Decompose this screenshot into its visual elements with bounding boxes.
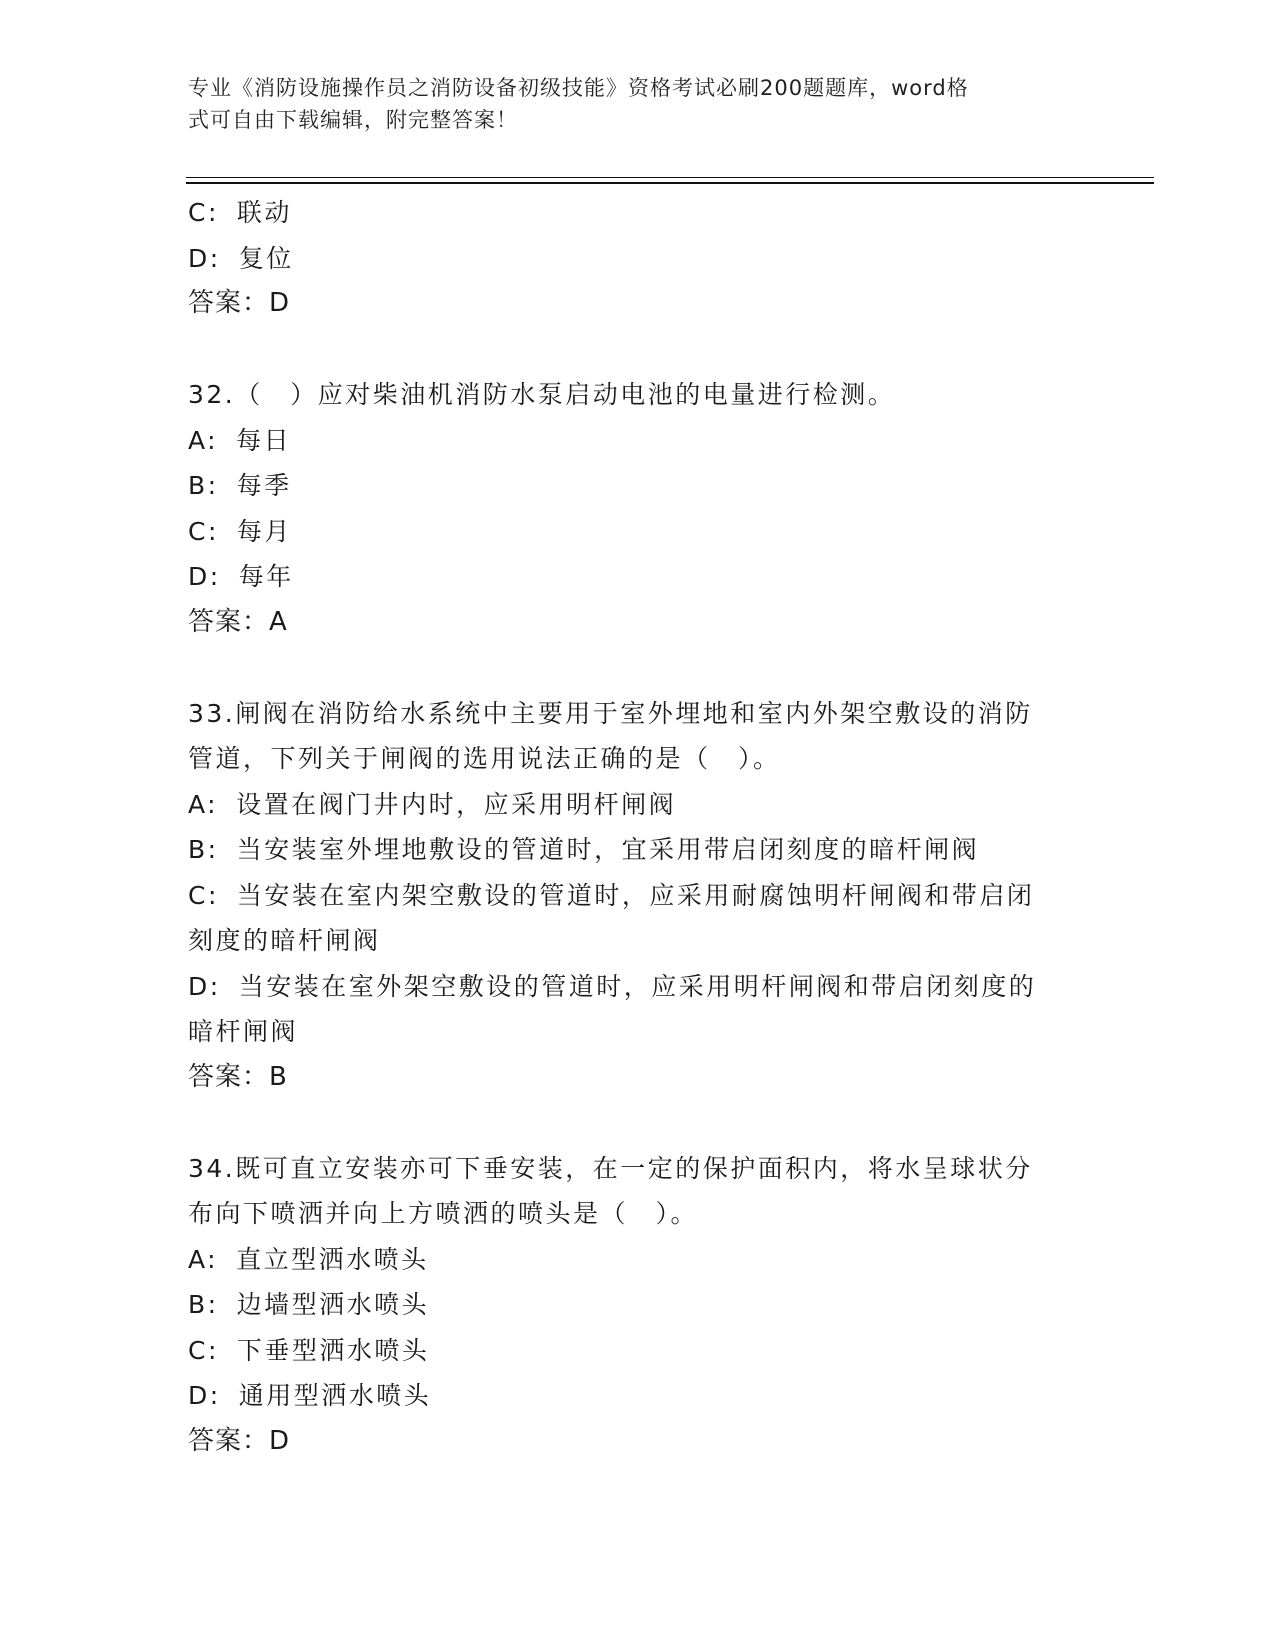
- option-text: 每年: [238, 562, 294, 591]
- option-text: 当安装在室外架空敷设的管道时，应采用明杆闸阀和带启闭刻度的: [238, 971, 1037, 1001]
- question-stem: 32.（ ）应对柴油机消防水泵启动电池的电量进行检测。: [188, 380, 896, 409]
- option-letter: C:: [188, 198, 219, 227]
- option-d: [188, 554, 1088, 600]
- spacer: [188, 645, 1088, 691]
- option-text: 联动: [236, 198, 292, 227]
- option-text: 边墙型洒水喷头: [236, 1290, 430, 1319]
- option-letter: D:: [188, 562, 221, 591]
- question-list: [188, 190, 1088, 1464]
- option-d: [188, 1373, 1088, 1419]
- option-text: 当安装在室内架空敷设的管道时，应采用耐腐蚀明杆闸阀和带启闭: [236, 880, 1035, 910]
- question-33: [188, 691, 1088, 1101]
- option-d-cont: 暗杆闸阀: [188, 1017, 299, 1046]
- option-letter: C:: [188, 880, 219, 910]
- option-letter: A:: [188, 789, 219, 819]
- header-divider-thin: [186, 177, 1154, 178]
- option-letter: B:: [188, 835, 219, 864]
- answer-line: 答案：B: [188, 1061, 288, 1092]
- header-line-1: 专业《消防设施操作员之消防设备初级技能》资格考试必刷200题题库，word格: [188, 76, 969, 100]
- option-letter: D:: [188, 1381, 221, 1410]
- option-a: [188, 782, 1088, 828]
- option-text: 每季: [236, 471, 292, 500]
- option-letter: C:: [188, 516, 219, 546]
- question-32: [188, 372, 1088, 645]
- option-b: [188, 827, 1088, 873]
- option-letter: A:: [188, 1244, 219, 1274]
- question-stem-cont: 管道，下列关于闸阀的选用说法正确的是（ ）。: [188, 744, 781, 773]
- question-stem-cont: 布向下喷洒并向上方喷洒的喷头是（ ）。: [188, 1199, 699, 1228]
- option-b: [188, 463, 1088, 509]
- option-letter: A:: [188, 425, 219, 455]
- option-letter: B:: [188, 1290, 219, 1319]
- option-b: [188, 1282, 1088, 1328]
- option-d: [188, 964, 1088, 1010]
- option-text: 直立型洒水喷头: [236, 1244, 429, 1274]
- option-a: [188, 1237, 1088, 1283]
- option-text: 设置在阀门井内时，应采用明杆闸阀: [236, 789, 677, 819]
- spacer: [188, 1100, 1088, 1146]
- question-34: [188, 1146, 1088, 1465]
- option-text: 每日: [236, 425, 292, 455]
- option-c-cont: 刻度的暗杆闸阀: [188, 926, 381, 955]
- option-text: 下垂型洒水喷头: [236, 1335, 430, 1365]
- answer-line: 答案：A: [188, 606, 288, 637]
- option-text: 复位: [238, 243, 294, 273]
- option-text: 通用型洒水喷头: [238, 1381, 432, 1410]
- answer-line: 答案：D: [188, 288, 291, 318]
- answer-line: 答案：D: [188, 1425, 291, 1456]
- option-text: 当安装室外埋地敷设的管道时，宜采用带启闭刻度的暗杆闸阀: [236, 835, 980, 864]
- option-c: [188, 190, 1088, 236]
- option-c: [188, 1328, 1088, 1374]
- option-letter: C:: [188, 1335, 219, 1365]
- question-stem: 34.既可直立安装亦可下垂安装，在一定的保护面积内，将水呈球状分: [188, 1153, 1033, 1183]
- option-d: [188, 236, 1088, 282]
- document-header: [188, 72, 1078, 136]
- option-c: [188, 873, 1088, 919]
- option-letter: D:: [188, 243, 221, 273]
- header-divider-thick: [186, 182, 1154, 184]
- option-text: 每月: [236, 516, 292, 546]
- spacer: [188, 327, 1088, 373]
- header-line-2: 式可自由下载编辑，附完整答案！: [188, 108, 518, 132]
- option-letter: D:: [188, 971, 221, 1001]
- option-letter: B:: [188, 471, 219, 500]
- question-stem: 33.闸阀在消防给水系统中主要用于室外埋地和室内外架空敷设的消防: [188, 698, 1033, 728]
- option-a: [188, 418, 1088, 464]
- question-continued: [188, 190, 1088, 327]
- option-c: [188, 509, 1088, 555]
